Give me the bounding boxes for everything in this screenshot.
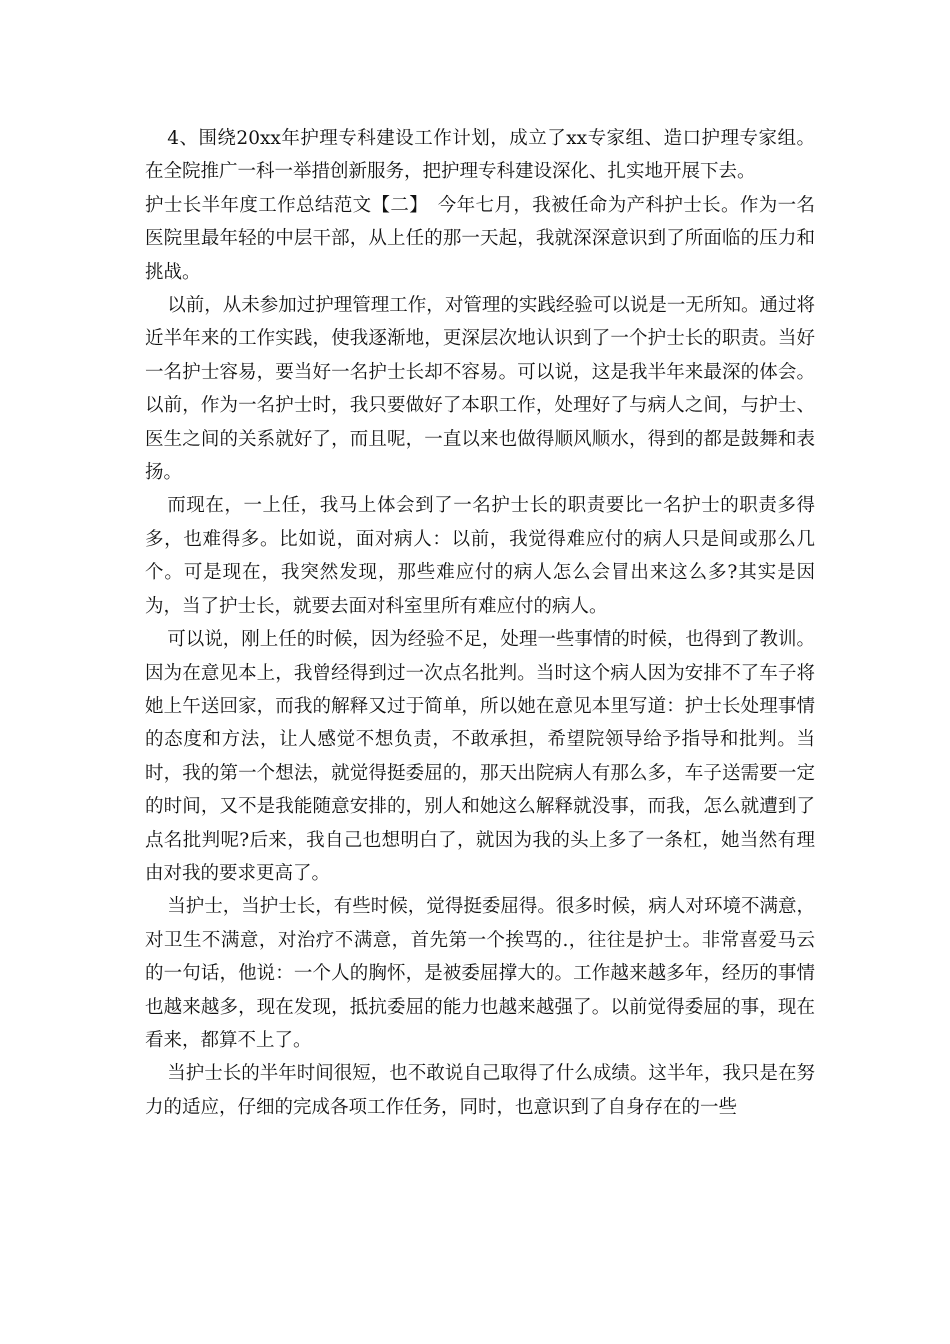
paragraph-lesson-learned: 可以说，刚上任的时候，因为经验不足，处理一些事情的时候，也得到了教训。因为在意见本上，我曾经得到过一次点名批判。当时这个病人因为安排不了车子将她上午送回家，而我的解释又过于简单，所以她在意见本里写道：护士长处理事情的态度和方法，让人感觉不想负责，不敢承担，希望院领导给予指导和批判。当时，我的第一个想法，就觉得挺委屈的，那天出院病人有那么多，车子送需要一定的时间，又不是我能随意安排的，别人和她这么解释就没事，而我，怎么就遭到了点名批判呢?后来，我自己也想明白了，就因为我的头上多了一条杠，她当然有理由对我的要求更高了。 xyxy=(145,629,815,884)
paragraph-new-responsibilities: 而现在，一上任，我马上体会到了一名护士长的职责要比一名护士的职责多得多，也难得多。比如说，面对病人：以前，我觉得难应付的病人只是间或那么几个。可是现在，我突然发现，那些难应付的病人怎么会冒出来这么多?其实是因为，当了护士长，就要去面对科室里所有难应付的病人。 xyxy=(145,495,815,617)
paragraph-past-experience: 以前，从未参加过护理管理工作，对管理的实践经验可以说是一无所知。通过将近半年来的工作实践，使我逐渐地，更深层次地认识到了一个护士长的职责。当好一名护士容易，要当好一名护士长却不容易。可以说，这是我半年来最深的体会。以前，作为一名护士时，我只要做好了本职工作，处理好了与病人之间，与护士、医生之间的关系就好了，而且呢，一直以来也做得顺风顺水，得到的都是鼓舞和表扬。 xyxy=(145,295,815,484)
paragraph-grievance: 当护士，当护士长，有些时候，觉得挺委屈得。很多时候，病人对环境不满意，对卫生不满意，对治疗不满意，首先第一个挨骂的.，往往是护士。非常喜爱马云的一句话，他说：一个人的胸怀，是被委屈撑大的。工作越来越多年，经历的事情也越来越多，现在发现，抵抗委屈的能力也越来越强了。以前觉得委屈的事，现在看来，都算不上了。 xyxy=(145,896,815,1051)
document-body xyxy=(145,122,815,1124)
paragraph-section-heading-two: 护士长半年度工作总结范文【二】 今年七月，我被任命为产科护士长。作为一名医院里最年轻的中层干部，从上任的那一天起，我就深深意识到了所面临的压力和挑战。 xyxy=(145,194,815,283)
paragraph-specialty-plan: 4、围绕20xx年护理专科建设工作计划，成立了xx专家组、造口护理专家组。在全院推广一科一举措创新服务，把护理专科建设深化、扎实地开展下去。 xyxy=(145,128,815,183)
paragraph-half-year-reflection: 当护士长的半年时间很短，也不敢说自己取得了什么成绩。这半年，我只是在努力的适应，仔细的完成各项工作任务，同时，也意识到了自身存在的一些 xyxy=(145,1063,815,1118)
